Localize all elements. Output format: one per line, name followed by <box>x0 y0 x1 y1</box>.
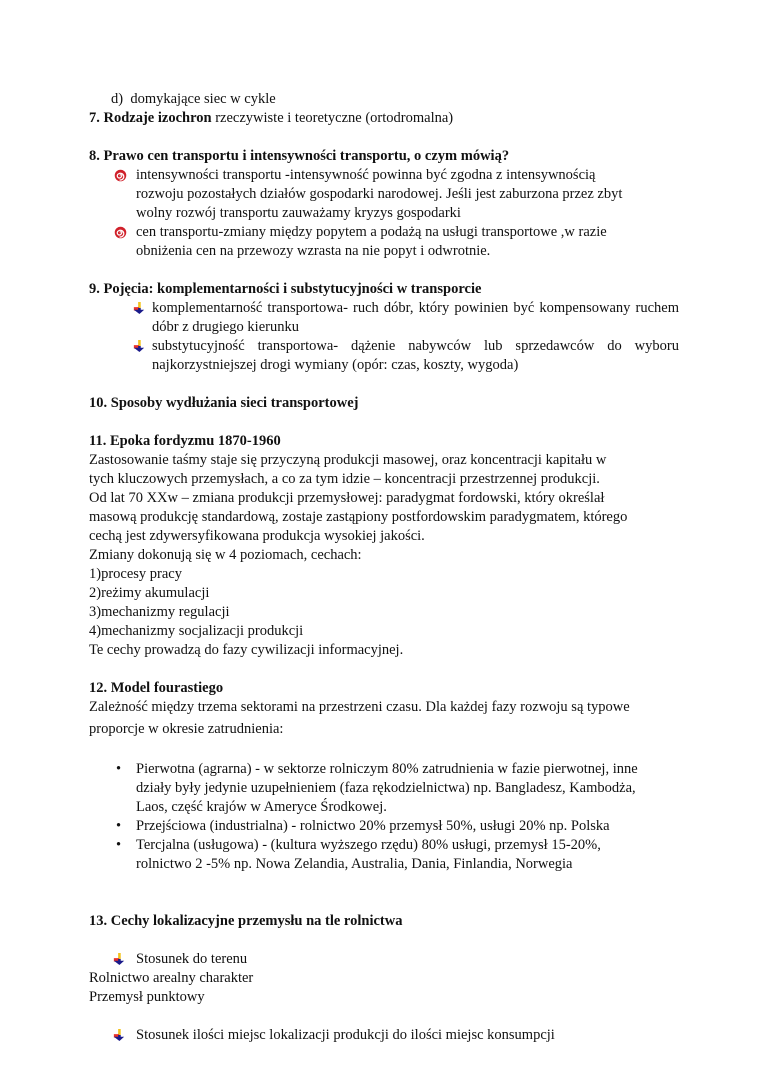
list-marker: d) <box>111 91 124 107</box>
section-10-title: 10. Sposoby wydłużania sieci transportowej <box>89 395 359 411</box>
list-item-text: domykające siec w cykle <box>130 91 276 107</box>
section-9-item: substytucyjność transportowa- dążenie nabywców lub sprzedawców do wyboru najkorzystniejszej drogi wymiany (opór: czas, koszty, wygoda) <box>89 337 679 375</box>
spiral-bullet-icon <box>114 169 127 182</box>
spiral-bullet-icon <box>114 226 127 239</box>
bullet-dot-icon: • <box>116 761 122 777</box>
section-11-body: Zastosowanie taśmy staje się przyczyną produkcji masowej, oraz koncentracji kapitału w tych kluczowych przemysłach, a co za tym idzie – koncentracji przestrzennej produkcji. Od lat 70 XXw – zmiana produkcji przemysłowej: paradygmat fordowski, który określał masową produkcję standardową, zostaje zastąpiony postfordowskim paradygmatem, którego cechą jest zdywersyfikowana produkcja wysokiej jakości. Zmiany dokonują się w 4 poziomach, cechach: 1)procesy pracy 2)reżimy akumulacji 3)mechanizmy regulacji 4)mechanizmy socjalizacji produkcji Te cechy prowadzą do fazy cywilizacji informacyjnej. <box>89 452 628 658</box>
document-page <box>89 90 679 1045</box>
section-7-title: 7. Rodzaje izochron <box>89 110 212 126</box>
section-7 <box>89 109 679 128</box>
bullet-dot-icon: • <box>116 837 122 853</box>
section-13-line: Przemysł punktowy <box>89 989 205 1005</box>
section-7-text: rzeczywiste i teoretyczne (ortodromalna) <box>211 110 454 126</box>
bullet-dot-icon: • <box>116 818 122 834</box>
arrow-bullet-icon <box>133 340 145 352</box>
section-12-title: 12. Model fourastiego <box>89 680 224 696</box>
section-9-item: komplementarność transportowa- ruch dóbr, który powinien być kompensowany ruchem dóbr z drugiego kierunku <box>89 299 679 337</box>
section-13-title: 13. Cechy lokalizacyjne przemysłu na tle rolnictwa <box>89 913 403 929</box>
section-12-intro: Zależność między trzema sektorami na przestrzeni czasu. Dla każdej fazy rozwoju są typowe proporcje w okresie zatrudnienia: <box>89 699 630 737</box>
section-12-item: • Pierwotna (agrarna) - w sektorze rolniczym 80% zatrudnienia w fazie pierwotnej, inne działy były jedynie uzupełnieniem (faza rękodzielnictwa) np. Bangladesz, Kambodża, Laos, część krajów w Ameryce Środkowej. <box>116 761 638 815</box>
section-12-item: • Przejściowa (industrialna) - rolnictwo 20% przemysł 50%, usługi 20% np. Polska <box>116 818 610 834</box>
arrow-bullet-icon <box>113 1029 125 1041</box>
section-11-title: 11. Epoka fordyzmu 1870-1960 <box>89 433 281 449</box>
section-8-item: intensywności transportu -intensywność powinna być zgodna z intensywnością rozwoju pozostałych działów gospodarki narodowej. Jeśli jest zaburzona przez zbyt wolny rozwój transportu zauważamy kryzys gospodarki <box>89 166 679 223</box>
section-12-item: • Tercjalna (usługowa) - (kultura wyższego rzędu) 80% usługi, przemysł 15-20%, rolnictwo 2 -5% np. Nowa Zelandia, Australia, Dania, Finlandia, Norwegia <box>116 837 601 872</box>
section-8-title: 8. Prawo cen transportu i intensywności transportu, o czym mówią? <box>89 148 510 164</box>
section-13-item: Stosunek ilości miejsc lokalizacji produkcji do ilości miejsc konsumpcji <box>89 1026 679 1045</box>
arrow-bullet-icon <box>113 953 125 965</box>
section-9-title: 9. Pojęcia: komplementarności i substytucyjności w transporcie <box>89 281 482 297</box>
arrow-bullet-icon <box>133 302 145 314</box>
section-13-line: Rolnictwo arealny charakter <box>89 970 254 986</box>
section-8-item: cen transportu-zmiany między popytem a podażą na usługi transportowe ,w razie obniżenia cen na przewozy wzrasta na nie popyt i odwrotnie. <box>89 223 679 261</box>
section-13-item: Stosunek do terenu <box>89 950 679 969</box>
list-item-d <box>89 90 679 109</box>
